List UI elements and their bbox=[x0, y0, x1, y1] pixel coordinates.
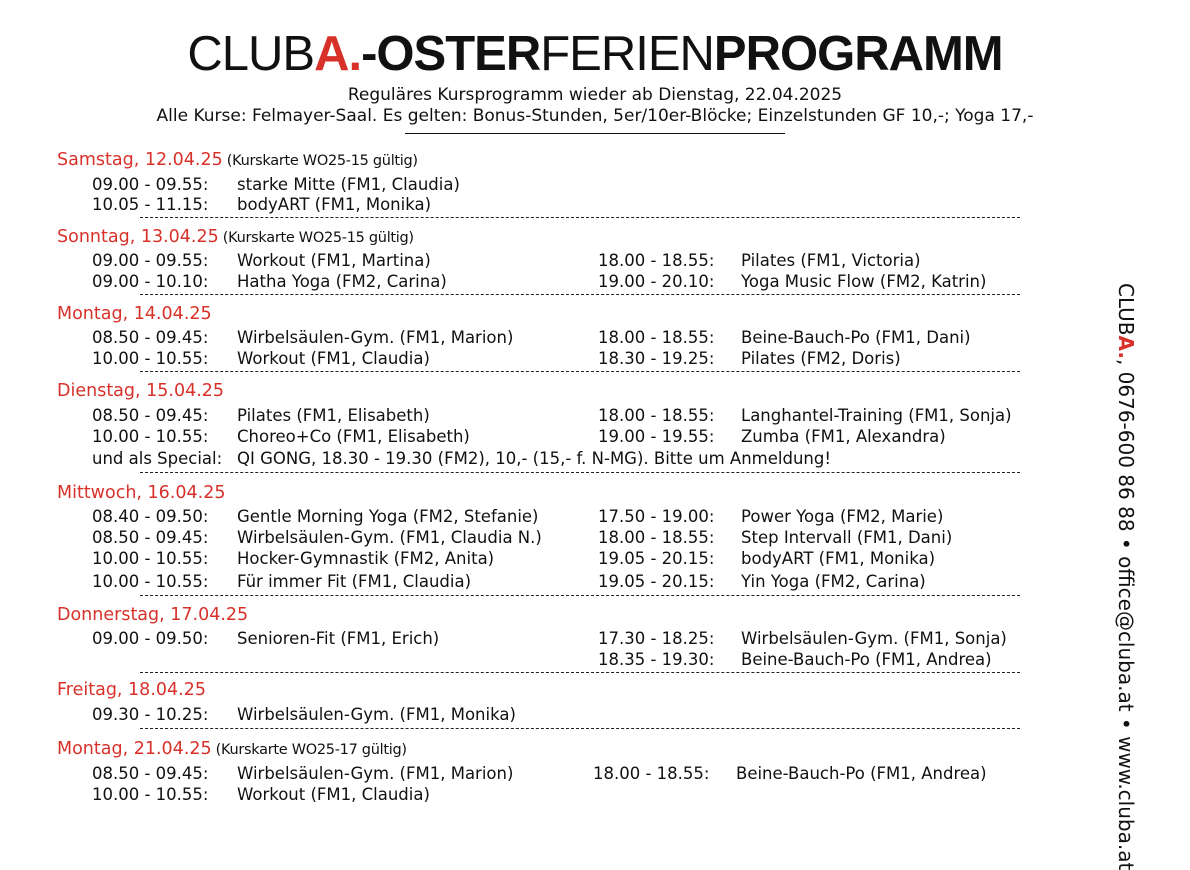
time: 08.40 - 09.50: bbox=[92, 507, 209, 526]
special-text: QI GONG, 18.30 - 19.30 (FM2), 10,- (15,- f. N-MG). Bitte um Anmeldung! bbox=[237, 449, 831, 468]
course: Hatha Yoga (FM2, Carina) bbox=[237, 272, 447, 291]
time: 18.00 - 18.55: bbox=[598, 528, 715, 547]
course: Beine-Bauch-Po (FM1, Andrea) bbox=[736, 764, 987, 783]
time: 18.00 - 18.55: bbox=[593, 764, 710, 783]
time: 10.00 - 10.55: bbox=[92, 785, 209, 804]
time: 08.50 - 09.45: bbox=[92, 328, 209, 347]
time: 10.00 - 10.55: bbox=[92, 572, 209, 591]
course: Pilates (FM1, Victoria) bbox=[741, 251, 921, 270]
day-note: (Kurskarte WO25-17 gültig) bbox=[215, 742, 407, 758]
time: 19.05 - 20.15: bbox=[598, 549, 715, 568]
time: 09.00 - 09.55: bbox=[92, 251, 209, 270]
time: 10.00 - 10.55: bbox=[92, 549, 209, 568]
course: Workout (FM1, Claudia) bbox=[237, 785, 430, 804]
time: 09.00 - 09.50: bbox=[92, 629, 209, 648]
time: 18.35 - 19.30: bbox=[598, 650, 715, 669]
course: Choreo+Co (FM1, Elisabeth) bbox=[237, 427, 470, 446]
course: bodyART (FM1, Monika) bbox=[237, 195, 432, 214]
day-heading-montag bbox=[57, 304, 212, 324]
time: 10.00 - 10.55: bbox=[92, 427, 209, 446]
day-heading-montag-21 bbox=[57, 739, 407, 759]
time: 17.30 - 18.25: bbox=[598, 629, 715, 648]
course: Hocker-Gymnastik (FM2, Anita) bbox=[237, 549, 495, 568]
time: 08.50 - 09.45: bbox=[92, 406, 209, 425]
course: Gentle Morning Yoga (FM2, Stefanie) bbox=[237, 507, 539, 526]
course: Workout (FM1, Claudia) bbox=[237, 349, 430, 368]
separator bbox=[140, 595, 1020, 596]
course: Langhantel-Training (FM1, Sonja) bbox=[741, 406, 1012, 425]
title-ferien: FERIEN bbox=[540, 27, 714, 81]
day-heading-donnerstag bbox=[57, 605, 248, 625]
course: Wirbelsäulen-Gym. (FM1, Marion) bbox=[237, 764, 514, 783]
course: Wirbelsäulen-Gym. (FM1, Claudia N.) bbox=[237, 528, 542, 547]
day-heading-dienstag bbox=[57, 381, 224, 401]
course: Pilates (FM2, Doris) bbox=[741, 349, 901, 368]
title-programm: PROGRAMM bbox=[713, 27, 1003, 81]
course: Power Yoga (FM2, Marie) bbox=[741, 507, 944, 526]
time: 08.50 - 09.45: bbox=[92, 528, 209, 547]
time: 09.30 - 10.25: bbox=[92, 705, 209, 724]
course: Yoga Music Flow (FM2, Katrin) bbox=[741, 272, 987, 291]
day-heading-sonntag bbox=[57, 227, 414, 247]
day-note: (Kurskarte WO25-15 gültig) bbox=[226, 153, 418, 169]
sidebar-a: A. bbox=[1114, 335, 1138, 359]
course: bodyART (FM1, Monika) bbox=[741, 549, 936, 568]
time: 18.30 - 19.25: bbox=[598, 349, 715, 368]
day-label: Mittwoch, 16.04.25 bbox=[57, 483, 226, 503]
day-heading-samstag bbox=[57, 150, 418, 170]
special-label: und als Special: bbox=[92, 449, 223, 468]
contact-sidebar bbox=[1114, 283, 1138, 870]
course: Workout (FM1, Martina) bbox=[237, 251, 431, 270]
course: Wirbelsäulen-Gym. (FM1, Monika) bbox=[237, 705, 516, 724]
title-oster: -OSTER bbox=[361, 27, 541, 81]
time: 18.00 - 18.55: bbox=[598, 406, 715, 425]
title-club: CLUB bbox=[187, 27, 315, 81]
separator bbox=[140, 371, 1020, 372]
course: Beine-Bauch-Po (FM1, Andrea) bbox=[741, 650, 992, 669]
course: Für immer Fit (FM1, Claudia) bbox=[237, 572, 472, 591]
day-label: Donnerstag, 17.04.25 bbox=[57, 605, 249, 625]
sidebar-club: CLUB bbox=[1114, 283, 1138, 336]
course: Wirbelsäulen-Gym. (FM1, Marion) bbox=[237, 328, 514, 347]
day-label: Sonntag, 13.04.25 bbox=[57, 227, 219, 247]
separator bbox=[140, 728, 1020, 729]
time: 19.00 - 19.55: bbox=[598, 427, 715, 446]
day-label: Freitag, 18.04.25 bbox=[57, 680, 206, 700]
time: 18.00 - 18.55: bbox=[598, 251, 715, 270]
time: 10.05 - 11.15: bbox=[92, 195, 209, 214]
course: Yin Yoga (FM2, Carina) bbox=[741, 572, 926, 591]
day-heading-freitag bbox=[57, 680, 206, 700]
time: 19.05 - 20.15: bbox=[598, 572, 715, 591]
page-title bbox=[0, 26, 1190, 82]
course: Pilates (FM1, Elisabeth) bbox=[237, 406, 430, 425]
day-note: (Kurskarte WO25-15 gültig) bbox=[222, 230, 414, 246]
time: 10.00 - 10.55: bbox=[92, 349, 209, 368]
course: Step Intervall (FM1, Dani) bbox=[741, 528, 953, 547]
course: Zumba (FM1, Alexandra) bbox=[741, 427, 946, 446]
course: starke Mitte (FM1, Claudia) bbox=[237, 175, 460, 194]
day-heading-mittwoch bbox=[57, 483, 225, 503]
title-a: A. bbox=[314, 27, 362, 81]
day-label: Samstag, 12.04.25 bbox=[57, 150, 223, 170]
day-label: Montag, 14.04.25 bbox=[57, 304, 212, 324]
separator bbox=[140, 294, 1020, 295]
time: 09.00 - 09.55: bbox=[92, 175, 209, 194]
course: Wirbelsäulen-Gym. (FM1, Sonja) bbox=[741, 629, 1007, 648]
day-label: Dienstag, 15.04.25 bbox=[57, 381, 225, 401]
time: 08.50 - 09.45: bbox=[92, 764, 209, 783]
header-rule bbox=[405, 133, 785, 134]
time: 17.50 - 19.00: bbox=[598, 507, 715, 526]
sidebar-contact: , 0676-600 86 88 • office@cluba.at • www.cluba.at bbox=[1114, 358, 1138, 870]
separator bbox=[140, 672, 1020, 673]
time: 09.00 - 10.10: bbox=[92, 272, 209, 291]
course: Senioren-Fit (FM1, Erich) bbox=[237, 629, 440, 648]
general-note: Alle Kurse: Felmayer-Saal. Es gelten: Bonus-Stunden, 5er/10er-Blöcke; Einzelstunden GF 10,-; Yoga 17,- bbox=[156, 106, 1034, 126]
subtitle: Reguläres Kursprogramm wieder ab Dienstag, 22.04.2025 bbox=[347, 85, 843, 105]
separator bbox=[140, 472, 1020, 473]
separator bbox=[140, 217, 1020, 218]
day-label: Montag, 21.04.25 bbox=[57, 739, 212, 759]
time: 18.00 - 18.55: bbox=[598, 328, 715, 347]
time: 19.00 - 20.10: bbox=[598, 272, 715, 291]
course: Beine-Bauch-Po (FM1, Dani) bbox=[741, 328, 971, 347]
